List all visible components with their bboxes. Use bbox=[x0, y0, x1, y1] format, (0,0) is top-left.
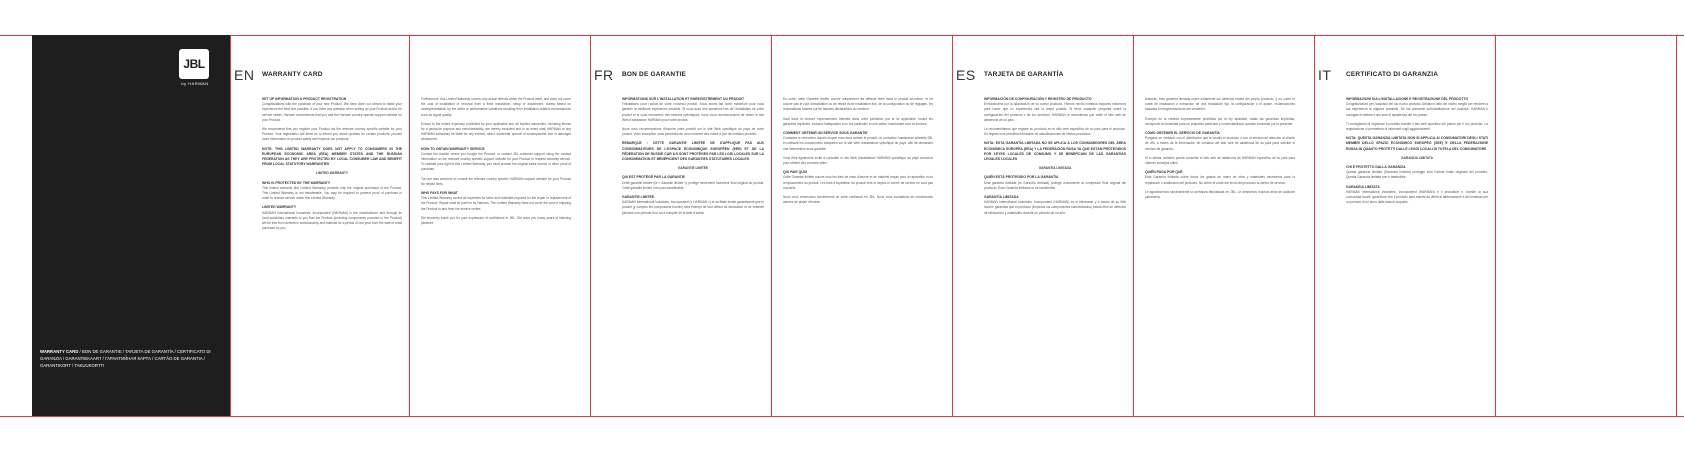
body-text: Excepto en la medida expresamente prohibida por la ley aplicable, todas las garantías implícitas, incluyendo la idoneidad para un propósito particular y comerciabilidad, quedan excluidas por la presente. bbox=[1145, 116, 1295, 126]
paragraph bbox=[1346, 185, 1488, 206]
body-text: Nous vous recommandons d'inscrire votre produit sur le site Web spécifique du pays de votre produit. Votre inscription nous permettra de vous informer des mises à jour de certains produits. bbox=[622, 127, 764, 137]
paragraph bbox=[984, 127, 1126, 137]
panel-en-1 bbox=[230, 35, 409, 416]
language-code: ES bbox=[956, 67, 976, 83]
body-text: This limited warranty (the Limited Warranty) protects only the original purchaser of the Product. This Limited Warranty is not transferable. You may be required to present proof of purchase in order to receive service under this Limited Warranty. bbox=[262, 185, 402, 201]
section-heading: COMMENT OBTENIR UN SERVICE SOUS GARANTIE bbox=[783, 131, 868, 136]
section-heading: QUIÉN PAGA POR QUÉ bbox=[1145, 170, 1183, 175]
paragraph bbox=[1346, 165, 1488, 181]
logo-wordmark: JBL bbox=[183, 57, 205, 71]
text-column bbox=[622, 97, 764, 220]
paragraph bbox=[984, 195, 1126, 216]
body-text: We recommend that you register your Product via the relevant country specific website for your Product. Your registration will allow us to inform you about updates for certain products, provide more information on product safety and improve our products. bbox=[262, 127, 402, 142]
paragraph bbox=[262, 97, 402, 123]
body-text: Le recomendamos que registre su producto en el sitio web específico de su país para el producto. Su registro nos permitirá informarle de actualizaciones de ciertos productos. bbox=[984, 127, 1126, 137]
body-text: This Limited Warranty covers all expenses for labor and materials required for the repair or replacement of the Product. Repair shall be paid for by Harman. The Limited Warranty does not cover the cost of shipping the Product to and from the service centre. bbox=[421, 196, 571, 211]
paragraph bbox=[421, 216, 571, 226]
paragraph bbox=[1346, 122, 1488, 132]
text-column bbox=[1145, 97, 1295, 204]
body-text: Póngase en contacto con el distribuidor que le vendió el producto o con el servicio de atención al cliente de JBL a través de la información de contacto del sitio web de asistencia de su país para solicitar el servicio de garantía. bbox=[1145, 136, 1295, 151]
paragraph bbox=[1145, 117, 1295, 127]
paragraph bbox=[1346, 97, 1488, 118]
panel-title: CERTIFICATO DI GARANZIA bbox=[1346, 71, 1439, 78]
text-column bbox=[984, 97, 1126, 220]
paragraph bbox=[262, 205, 402, 231]
body-text: Nous vous remercions sincèrement de votre confiance en JBL. Nous vous souhaitons de nombreuses années de plaisir d'écoute. bbox=[783, 195, 933, 205]
paragraph bbox=[984, 175, 1126, 191]
section-heading: QUI EST PROTÉGÉ PAR LA GARANTIE bbox=[622, 175, 685, 180]
paragraph bbox=[622, 141, 764, 162]
body-text: Esta garantía limitada (la Garantía limitada) protege únicamente al comprador final original del producto. Esta Garantía limitada no es transferible. bbox=[984, 180, 1126, 190]
paragraph bbox=[421, 147, 571, 173]
cover-title-list bbox=[40, 348, 222, 369]
paragraph bbox=[783, 131, 933, 152]
cover-panel bbox=[32, 35, 230, 416]
body-text: Contact the reseller where you bought the Product, or contact JBL customer support using the contact information on the relevant country specific support website for your Product to request warranty service. To validate your right to this Limited Warranty, you must provide the original sales invoice or other proof of purchase. bbox=[421, 151, 571, 172]
body-text: HARMAN International Industries, Incorporated (HARMAN) è il produttore e, tramite la sua consociata locale, garantisce che il prodotto sarà esente da difetti di fabbricazione e dei materiali per un periodo di un anno dalla data di acquisto. bbox=[1346, 189, 1488, 205]
body-text: HARMAN International Industries, Incorporated (HARMAN) is the manufacturer and through its local subsidiary warrants to you that the Product (including components provided in the Product) will be free from defects in workmanship and material for a period of one year from the date of retail purchase by you. bbox=[262, 210, 402, 231]
section-heading: SET UP INFORMATION & PRODUCT REGISTRATION bbox=[262, 97, 347, 101]
body-text: HARMAN International Industries, Incorporated (HARMAN) es el fabricante y a través de su filial local le garantiza que el producto (incluidos los componentes suministrados) estará libre de defectos de fabricación y materiales durante un período de un año. bbox=[984, 200, 1126, 215]
section-heading: NOTA: ESTA GARANTÍA LIMITADA NO SE APLICA A LOS CONSUMIDORES DEL ÁREA ECONÓMICA EUROPEA (EEA) Y LA FEDERACIÓN RUSA YA QUE ESTÁN PROTEGIDOS POR LEYES LOCALES DE CONSUMO Y SE BENEFICIAN DE LAS GARANTÍAS LEGALES LOCALES bbox=[984, 141, 1126, 162]
paragraph bbox=[622, 127, 764, 137]
paragraph bbox=[783, 195, 933, 205]
paragraph bbox=[1145, 97, 1295, 113]
body-text: Questa garanzia limitata (Garanzia limitata) protegge solo l'utente finale originale del prodotto. Questa Garanzia limitata non è trasferibile. bbox=[1346, 170, 1488, 180]
section-heading: REMARQUE : CETTE GARANTIE LIMITÉE NE S'APPLIQUE PAS AUX CONSOMMATEURS DE L'ESPACE ÉCONOMIQUE EUROPÉEN (EEE) ET DE LA FÉDÉRATION DE RUSSIE CAR ILS SONT PROTÉGÉS PAR LES LOIS LOCALES SUR LA CONSOMMATION ET BÉNÉFICIENT DES GARANTIES STATUTAIRES LOCALES bbox=[622, 141, 764, 162]
panel-title: BON DE GARANTIE bbox=[622, 71, 687, 78]
fold-line bbox=[1676, 35, 1677, 416]
text-column bbox=[1346, 97, 1488, 209]
panel-title: WARRANTY CARD bbox=[262, 71, 323, 78]
body-text: Except to the extent expressly prohibited by your applicable law, all implied warranties, including fitness for a particular purpose and merchantability, are hereby excluded and in no event shall HARMAN or any HARMAN subsidiary be liable for any indirect, direct, incidental, special or consequential, five or damages whatsoever. bbox=[421, 121, 571, 142]
body-text: Félicitations pour l'achat de votre nouveau produit. Nous avons fait notre maximum pour vous garantir la meilleure expérience possible. Si vous avez des questions lors de l'installation de votre produit et si vous rencontrez des besoins spécifiques, nous vous recommandons de visiter le site Web d'assistance HARMAN pour votre produit. bbox=[622, 102, 764, 122]
section-heading: INFORMATIONS SUR L'INSTALLATION ET ENREGISTREMENT DU PRODUIT bbox=[622, 97, 745, 101]
fold-line bbox=[1495, 35, 1496, 416]
paragraph bbox=[421, 122, 571, 143]
paragraph bbox=[1145, 190, 1295, 200]
body-text: En outre, cette Garantie limitée couvre uniquement les défauts réels dans le produit lui-même, et ne couvre pas le coût d'installation ou de retrait d'une installation fixe, de la configuration ou de réglages, les réclamations basées sur de fausses déclarations du vendeur. bbox=[783, 97, 933, 112]
section-label: GARANTÍA LIMITADA bbox=[1038, 166, 1072, 171]
paragraph bbox=[421, 97, 571, 118]
paragraph bbox=[1145, 170, 1295, 186]
section-label: GARANTIE LIMITÉE bbox=[677, 166, 709, 171]
panel-es-2 bbox=[1133, 35, 1314, 416]
language-code: FR bbox=[594, 67, 614, 83]
panel-fr-1 bbox=[590, 35, 771, 416]
section-heading: CHI È PROTETTO DALLA GARANZIA bbox=[1346, 165, 1406, 170]
section-heading: QUI PAIE QUOI bbox=[783, 170, 808, 175]
paragraph bbox=[984, 141, 1126, 162]
body-text: We sincerely thank you for your expression of confidence in JBL. We want you many years of listening pleasure. bbox=[421, 215, 571, 226]
text-column bbox=[421, 97, 571, 230]
body-text: Furthermore, this Limited Warranty covers only actual defects within the Product itself, and does not cover the cost of installation or removal from a fixed installation, setup or adjustment, claims based on misrepresentation by the seller or performance variations resulting from installation-related circumstances such as signal quality. bbox=[421, 97, 571, 117]
body-text: Contactez le revendeur auprès duquel vous avez acheté le produit, ou contactez l'assistance clientèle JBL en utilisant les coordonnées indiquées sur le site Web d'assistance spécifique du pays, afin de demander une intervention sous garantie. bbox=[783, 136, 933, 151]
body-text: Cette garantie limitée (la « Garantie limitée ») protège seulement l'acheteur final original du produit. Cette garantie limitée n'est pas transférable. bbox=[622, 180, 764, 190]
body-text: Ti consigliamo di registrare il prodotto tramite il sito web specifico del paese per il tuo prodotto. La registrazione ci permetterà di informarti sugli aggiornamenti. bbox=[1346, 121, 1488, 132]
paragraph bbox=[783, 170, 933, 191]
paragraph bbox=[622, 175, 764, 191]
panel-fr-2 bbox=[771, 35, 952, 416]
panel-it-1 bbox=[1314, 35, 1495, 416]
crop-line-bottom bbox=[0, 416, 1684, 417]
section-heading: INFORMACIÓN DE CONFIGURACIÓN Y REGISTRO DE PRODUCTO bbox=[984, 97, 1092, 101]
paragraph bbox=[421, 177, 571, 187]
section-heading: WHO IS PROTECTED BY THE WARRANTY bbox=[262, 180, 331, 185]
text-column bbox=[783, 97, 933, 209]
section-heading: NOTE: THIS LIMITED WARRANTY DOES NOT APPLY TO CONSUMERS IN THE EUROPEAN ECONOMIC AREA (EEA) MEMBER STATES AND THE RUSSIAN FEDERATION AS THEY ARE PROTECTED BY LOCAL CONSUMER LAW AND BENEFIT FROM LOCAL STATUTORY WARRANTIES bbox=[262, 146, 402, 167]
panel-en-2 bbox=[409, 35, 590, 416]
body-text: Además, esta garantía limitada cubre solamente los defectos reales del propio producto, y no cubre el coste de instalación o extracción de una instalación fija, la configuración o el ajuste, reclamaciones basadas en tergiversaciones del vendedor. bbox=[1145, 97, 1295, 112]
section-label: LIMITED WARRANTY bbox=[315, 171, 349, 176]
body-text: Cette Garantie limitée couvre tous les frais de main-d'œuvre et de matériel requis pour la réparation ou le remplacement du produit. Les frais d'expédition du produit vers et depuis le centre de service ne sont pas couverts. bbox=[783, 175, 933, 190]
section-heading: GARANTÍA LIMITADA bbox=[984, 195, 1019, 200]
body-text: Le agradecemos sinceramente la confianza depositada en JBL. Le deseamos muchos años de audición placentera. bbox=[1145, 189, 1295, 200]
paragraph bbox=[421, 191, 571, 212]
section-heading: WHO PAYS FOR WHAT bbox=[421, 191, 458, 196]
paragraph bbox=[1145, 131, 1295, 152]
paragraph bbox=[262, 181, 402, 202]
paragraph bbox=[783, 156, 933, 166]
paragraph bbox=[783, 97, 933, 113]
body-text: Congratulazioni per l'acquisto del tuo nuovo prodotto. Abbiamo fatto del nostro meglio per rendere la tua esperienza la migliore possibile. Se hai domande sull'installazione del prodotto, HARMAN ti consiglia di visitare il sito web di assistenza del tuo paese. bbox=[1346, 102, 1488, 117]
language-code: IT bbox=[1318, 67, 1332, 83]
section-heading: QUIÉN ESTÁ PROTEGIDO POR LA GARANTÍA bbox=[984, 175, 1059, 180]
paragraph bbox=[984, 97, 1126, 123]
body-text: You are also welcome to consult the relevant country specific HARMAN support website for your Product for helpful hints. bbox=[421, 176, 571, 186]
section-heading: HOW TO OBTAIN WARRANTY SERVICE bbox=[421, 146, 485, 151]
language-code: EN bbox=[234, 67, 255, 83]
paragraph bbox=[783, 117, 933, 127]
panel-es-1 bbox=[952, 35, 1133, 416]
paragraph bbox=[622, 195, 764, 216]
paragraph bbox=[1145, 156, 1295, 166]
body-text: Congratulations with the purchase of your new Product. We have done our utmost to make your experience the best one possible. If you have any question when setting up your Product and/or for service needs, Harman recommends that you visit the Harman country specific support website for your Product. bbox=[262, 102, 402, 122]
cover-title-lead: WARRANTY CARD bbox=[40, 349, 79, 354]
text-column bbox=[262, 97, 402, 235]
body-text: Sauf dans la mesure expressément interdite dans votre juridiction par la loi applicable, toutes les garanties implicites, incluant l'adéquation à un but particulier et une valeur marchande sont ici exclues. bbox=[783, 116, 933, 126]
section-heading: CÓMO OBTENER EL SERVICIO DE GARANTÍA bbox=[1145, 131, 1220, 136]
jbl-logo bbox=[179, 49, 209, 79]
panel-title: TARJETA DE GARANTÍA bbox=[984, 71, 1064, 78]
paragraph bbox=[622, 97, 764, 123]
body-text: HARMAN International Industries, Incorporated (« HARMAN ») et sa filiale locale garantissent que le produit (y compris les composants fournis) sera exempt de tout défaut de fabrication et de matériel pendant une période d'un an à compter de la date d'achat. bbox=[622, 200, 764, 215]
section-heading: NOTA: QUESTA GARANZIA LIMITATA NON SI APPLICA AI CONSUMATORI DEGLI STATI MEMBRI DELLO SPAZIO ECONOMICO EUROPEO (SEE) E DELLA FEDERAZIONE RUSSA IN QUANTO PROTETTI DALLE LEGGI LOCALI DI TUTELA DEL CONSUMATORE bbox=[1346, 136, 1488, 151]
body-text: Vous êtes également invité à consulter le site Web d'assistance HARMAN spécifique au pays concerné pour obtenir des conseils utiles. bbox=[783, 155, 933, 166]
harman-byline: by HARMAN bbox=[181, 81, 209, 86]
paragraph bbox=[1346, 136, 1488, 152]
section-heading: INFORMAZIONI SULL'INSTALLAZIONE E REGISTRAZIONE DEL PRODOTTO bbox=[1346, 97, 1469, 101]
body-text: Si lo desea, también puede consultar el sitio web de asistencia de HARMAN específico de su país para obtener consejos útiles. bbox=[1145, 155, 1295, 166]
paragraph bbox=[262, 127, 402, 143]
section-label: GARANZIA LIMITATA bbox=[1401, 155, 1433, 160]
body-text: Enhorabuena por la adquisición de su nuevo producto. Hemos hecho nuestros mayores esfuerzos para hacer que su experiencia sea la mejor posible. Si tiene cualquier pregunta sobre la configuración del producto o de los servicios, HARMAN le recomienda que visite el sitio web de asistencia de su país. bbox=[984, 102, 1126, 122]
section-heading: LIMITED WARRANTY bbox=[262, 205, 297, 210]
paragraph bbox=[262, 147, 402, 168]
cover-title-rest: / BON DE GARANTIE / TARJETA DE GARANTÍA / CERTIFICATO DI GARANZIA / GARANTIEKAART / ГАРАНТИЙНАЯ КАРТА / CARTÃO DE GARANTIA / GARANTIKORT / TAKUUKORTTI bbox=[40, 349, 211, 368]
section-heading: GARANZIA LIMITATA bbox=[1346, 184, 1380, 189]
body-text: Esta Garantía limitada cubre todos los gastos de mano de obra y materiales necesarios para la reparación o sustitución del producto. No cubre el coste del envío del producto al centro de servicio. bbox=[1145, 175, 1295, 185]
section-heading: GARANTIE LIMITÉE bbox=[622, 195, 655, 200]
